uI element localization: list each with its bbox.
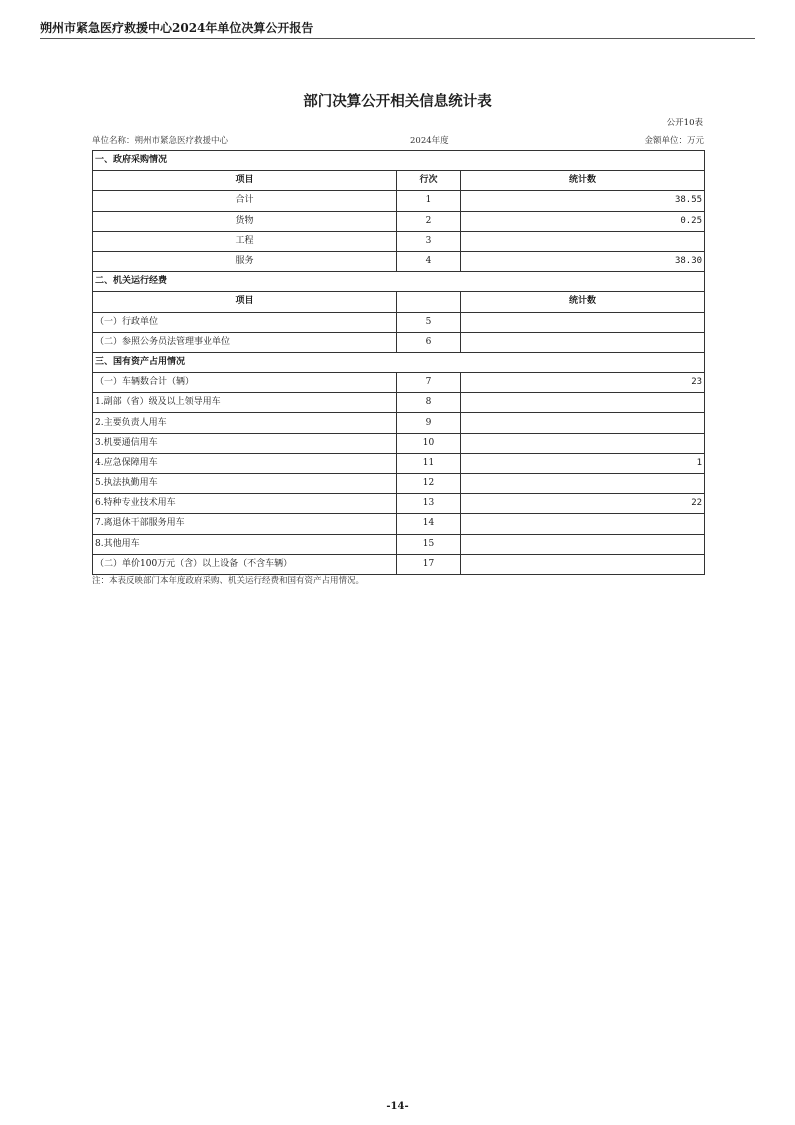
- header-row: [93, 171, 705, 191]
- table-row: [93, 494, 705, 514]
- row-value: [461, 534, 705, 554]
- row-item: 服务: [93, 251, 397, 271]
- row-value: 23: [461, 373, 705, 393]
- section-row: [93, 272, 705, 292]
- table-meta: [92, 134, 704, 148]
- table-row: [93, 514, 705, 534]
- table-note: 注：本表反映部门本年度政府采购、机关运行经费和国有资产占用情况。: [92, 576, 365, 586]
- statistics-table: [92, 150, 705, 575]
- row-item: （一）行政单位: [93, 312, 397, 332]
- row-line: 10: [397, 433, 461, 453]
- row-line: 12: [397, 474, 461, 494]
- header-item: 项目: [93, 171, 397, 191]
- row-line: 1: [397, 191, 461, 211]
- table-row: [93, 534, 705, 554]
- row-line: 2: [397, 211, 461, 231]
- row-item: （一）车辆数合计（辆）: [93, 373, 397, 393]
- section-title: 一、政府采购情况: [93, 151, 705, 171]
- row-line: 8: [397, 393, 461, 413]
- page-number: -14-: [386, 1101, 409, 1112]
- row-item: （二）单价100万元（含）以上设备（不含车辆）: [93, 554, 397, 574]
- header-row: [93, 292, 705, 312]
- header-line: 行次: [397, 171, 461, 191]
- section-row: [93, 151, 705, 171]
- table-row: [93, 453, 705, 473]
- table-row: [93, 211, 705, 231]
- row-item: 2.主要负责人用车: [93, 413, 397, 433]
- table-row: [93, 231, 705, 251]
- row-value: 38.55: [461, 191, 705, 211]
- row-item: 4.应急保障用车: [93, 453, 397, 473]
- table-row: [93, 373, 705, 393]
- table-row: [93, 393, 705, 413]
- table-row: [93, 191, 705, 211]
- row-line: 6: [397, 332, 461, 352]
- table-row: [93, 554, 705, 574]
- table-row: [93, 433, 705, 453]
- row-item: 1.副部（省）级及以上领导用车: [93, 393, 397, 413]
- row-value: [461, 554, 705, 574]
- row-item: 合计: [93, 191, 397, 211]
- money-unit: 金额单位：万元: [644, 136, 704, 146]
- header-value: 统计数: [461, 292, 705, 312]
- row-item: 5.执法执勤用车: [93, 474, 397, 494]
- row-line: 15: [397, 534, 461, 554]
- row-value: [461, 433, 705, 453]
- row-value: 38.30: [461, 251, 705, 271]
- row-value: 1: [461, 453, 705, 473]
- row-value: 0.25: [461, 211, 705, 231]
- row-line: 11: [397, 453, 461, 473]
- row-item: 货物: [93, 211, 397, 231]
- row-line: 7: [397, 373, 461, 393]
- row-line: 17: [397, 554, 461, 574]
- table-row: [93, 312, 705, 332]
- row-item: 3.机要通信用车: [93, 433, 397, 453]
- row-item: 7.离退休干部服务用车: [93, 514, 397, 534]
- row-value: [461, 474, 705, 494]
- header-item: 项目: [93, 292, 397, 312]
- row-line: 9: [397, 413, 461, 433]
- row-item: 工程: [93, 231, 397, 251]
- form-number: 公开10表: [666, 118, 703, 128]
- row-line: 3: [397, 231, 461, 251]
- row-value: [461, 413, 705, 433]
- row-value: [461, 514, 705, 534]
- table-row: [93, 474, 705, 494]
- section-row: [93, 352, 705, 372]
- row-line: 13: [397, 494, 461, 514]
- running-header: 朔州市紧急医疗救援中心2024年单位决算公开报告: [40, 18, 755, 39]
- row-value: [461, 312, 705, 332]
- row-line: 4: [397, 251, 461, 271]
- row-item: 8.其他用车: [93, 534, 397, 554]
- row-value: [461, 231, 705, 251]
- row-value: [461, 393, 705, 413]
- table-row: [93, 413, 705, 433]
- row-value: 22: [461, 494, 705, 514]
- row-line: 14: [397, 514, 461, 534]
- header-line: [397, 292, 461, 312]
- table-title: 部门决算公开相关信息统计表: [303, 93, 492, 110]
- section-title: 二、机关运行经费: [93, 272, 705, 292]
- row-item: 6.特种专业技术用车: [93, 494, 397, 514]
- header-value: 统计数: [461, 171, 705, 191]
- report-year: 2024年度: [410, 136, 449, 146]
- section-title: 三、国有资产占用情况: [93, 352, 705, 372]
- table-row: [93, 332, 705, 352]
- row-item: （二）参照公务员法管理事业单位: [93, 332, 397, 352]
- table-row: [93, 251, 705, 271]
- row-line: 5: [397, 312, 461, 332]
- row-value: [461, 332, 705, 352]
- unit-name: 单位名称：朔州市紧急医疗救援中心: [92, 136, 229, 146]
